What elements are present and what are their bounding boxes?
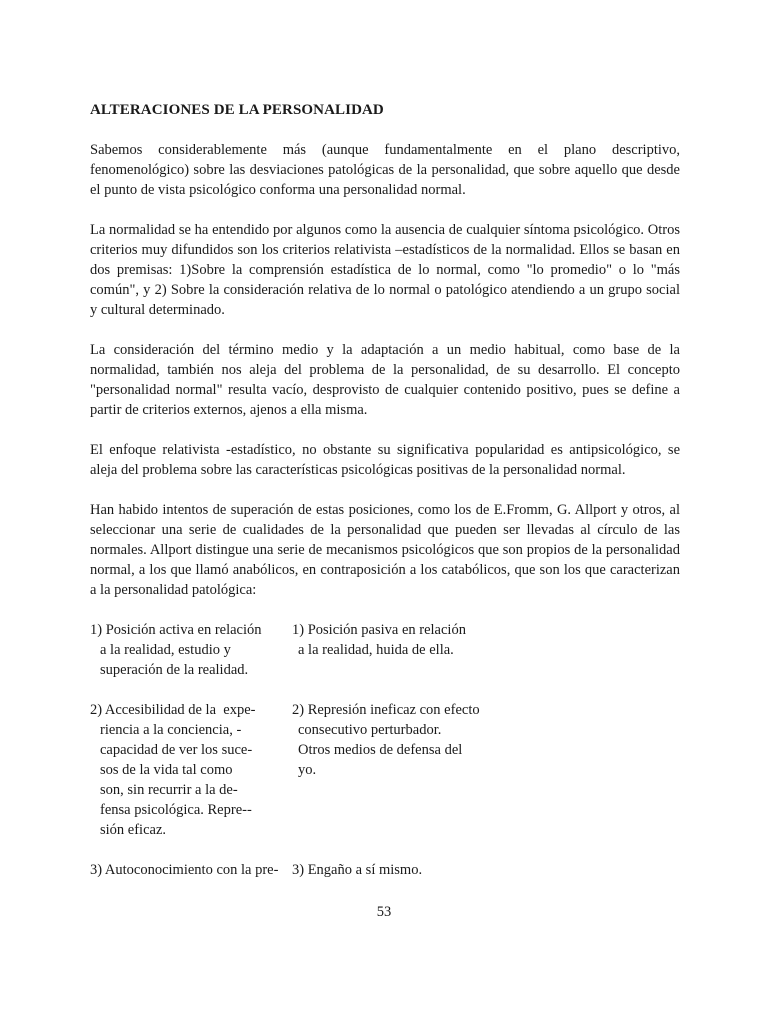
comparison-row-1 bbox=[90, 620, 680, 680]
catabolic-line: Otros medios de defensa del bbox=[298, 742, 463, 758]
paragraph-average: La consideración del término medio y la adaptación a un medio habitual, como base de la normalidad, también nos aleja del problema de la personalidad, de su desarrollo. El concepto "personalidad normal" resulta vacío, desprovisto de cualquier contenido positivo, pues se define a partir de criterios externos, ajenos a ella misma. bbox=[90, 342, 680, 418]
anabolic-line: riencia a la conciencia, - bbox=[100, 722, 242, 738]
paragraph-intro: Sabemos considerablemente más (aunque fundamentalmente en el plano descriptivo, fenomenológico) sobre las desviaciones patológicas de la personalidad, que sobre aquello que desde el punto de vista psicológico conforma una personalidad normal. bbox=[90, 142, 680, 198]
paragraph-normality: La normalidad se ha entendido por algunos como la ausencia de cualquier síntoma psicológico. Otros criterios muy difundidos son los criterios relativista –estadísticos de la normalidad. Ellos se basan en dos premisas: 1)Sobre la comprensión estadística de lo normal, como "lo promedio" o lo "más común", y 2) Sobre la consideración relativa de lo normal o patológico atendiendo a un grupo social y cultural determinado. bbox=[90, 222, 680, 318]
anabolic-line: 2) Accesibilidad de la expe- bbox=[90, 702, 256, 718]
anabolic-line: a la realidad, estudio y bbox=[100, 642, 231, 658]
catabolic-line: 1) Posición pasiva en relación bbox=[292, 622, 466, 638]
catabolic-item-2 bbox=[292, 700, 680, 840]
page-number: 53 bbox=[376, 904, 392, 920]
anabolic-line: capacidad de ver los suce- bbox=[100, 742, 253, 758]
anabolic-line: 3) Autoconocimiento con la pre- bbox=[90, 862, 279, 878]
catabolic-line: a la realidad, huida de ella. bbox=[298, 642, 454, 658]
anabolic-line: fensa psicológica. Repre-- bbox=[100, 802, 252, 818]
paragraph-relativist: El enfoque relativista -estadístico, no obstante su significativa popularidad es antipsicológico, se aleja del problema sobre las características psicológicas positivas de la personalidad normal. bbox=[90, 442, 680, 478]
comparison-row-2 bbox=[90, 700, 680, 840]
anabolic-item-1 bbox=[90, 620, 292, 680]
anabolic-line: son, sin recurrir a la de- bbox=[100, 782, 238, 798]
catabolic-item-1 bbox=[292, 620, 680, 680]
document-page bbox=[90, 100, 680, 900]
catabolic-line: 3) Engaño a sí mismo. bbox=[292, 862, 423, 878]
anabolic-line: superación de la realidad. bbox=[100, 662, 249, 678]
anabolic-line: sos de la vida tal como bbox=[100, 762, 233, 778]
anabolic-line: 1) Posición activa en relación bbox=[90, 622, 262, 638]
anabolic-item-3 bbox=[90, 860, 292, 880]
anabolic-line: sión eficaz. bbox=[100, 822, 167, 838]
catabolic-line: yo. bbox=[298, 762, 317, 778]
catabolic-line: consecutivo perturbador. bbox=[298, 722, 442, 738]
comparison-row-3 bbox=[90, 860, 680, 880]
document-title: ALTERACIONES DE LA PERSONALIDAD bbox=[90, 102, 384, 118]
anabolic-item-2 bbox=[90, 700, 292, 840]
paragraph-allport: Han habido intentos de superación de estas posiciones, como los de E.Fromm, G. Allport y otros, al seleccionar una serie de cualidades de la personalidad que pueden ser llevadas al círculo de las normales. Allport distingue una serie de mecanismos psicológicos que son propios de la personalidad normal, a los que llamó anabólicos, en contraposición a los catabólicos, que son los que caracterizan a la personalidad patológica: bbox=[90, 502, 680, 598]
catabolic-line: 2) Represión ineficaz con efecto bbox=[292, 702, 480, 718]
catabolic-item-3 bbox=[292, 860, 680, 880]
